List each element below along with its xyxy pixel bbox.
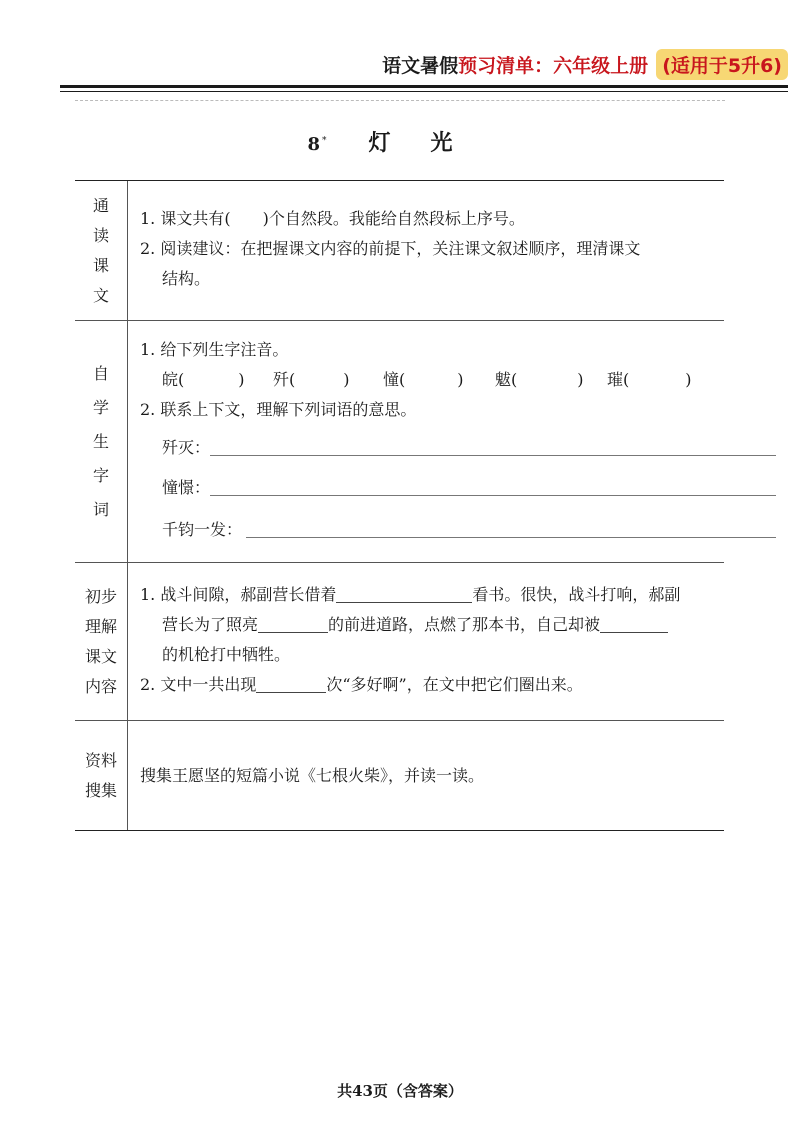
word-answer-line[interactable] xyxy=(246,537,776,538)
word-row xyxy=(140,433,724,463)
label-char: 学 xyxy=(92,397,109,417)
understand-text: 2. 文中一共出现 xyxy=(140,675,257,694)
label-text: 搜集 xyxy=(84,780,117,800)
section-vocab-label xyxy=(75,321,128,562)
label-text: 资料 xyxy=(84,750,117,770)
header-grade-badge: (适用于5升6) xyxy=(656,49,788,80)
pinyin-close: ) xyxy=(457,370,464,389)
understand-text: 看书。很快，战斗打响，郝副 xyxy=(472,585,681,604)
pinyin-blank[interactable] xyxy=(607,365,692,395)
pinyin-char: 璀( xyxy=(607,370,630,389)
pinyin-char: 皖( xyxy=(162,370,185,389)
section-understand-label xyxy=(75,563,128,720)
answer-blank[interactable] xyxy=(256,674,326,693)
label-char: 字 xyxy=(92,465,109,485)
header-rule-dashed xyxy=(75,100,725,101)
page-header xyxy=(382,46,788,82)
understand-text: 1. 战斗间隙，郝副营长借着 xyxy=(140,585,337,604)
label-char: 生 xyxy=(92,431,109,451)
research-text: 搜集王愿坚的短篇小说《七根火柴》，并读一读。 xyxy=(140,766,485,785)
pinyin-row xyxy=(140,365,724,395)
word-label: 歼灭： xyxy=(162,438,211,457)
section-read xyxy=(75,181,724,320)
understand-line-3: 的机枪打中牺牲。 xyxy=(162,645,291,664)
pinyin-blank[interactable] xyxy=(162,365,273,395)
vocab-item-2: 2. 联系上下文，理解下列词语的意思。 xyxy=(140,400,417,419)
understand-line-2 xyxy=(140,610,724,640)
vocab-item-1: 1. 给下列生字注音。 xyxy=(140,340,289,359)
pinyin-char: 魃( xyxy=(495,370,518,389)
lesson-title xyxy=(0,126,800,157)
header-subtitle: 预习清单：六年级上册 xyxy=(458,54,649,77)
understand-text: 营长为了照亮 xyxy=(162,615,259,634)
label-char: 文 xyxy=(92,285,109,305)
pinyin-char: 憧( xyxy=(383,370,406,389)
read-item-2-cont: 结构。 xyxy=(162,269,211,288)
pinyin-blank[interactable] xyxy=(273,365,383,395)
section-understand xyxy=(75,562,724,720)
section-vocab xyxy=(75,320,724,562)
pinyin-close: ) xyxy=(577,370,584,389)
lesson-star-mark: * xyxy=(322,136,327,146)
answer-blank[interactable] xyxy=(600,614,668,633)
label-text: 课文 xyxy=(84,646,117,666)
word-answer-line[interactable] xyxy=(210,455,776,456)
pinyin-blank[interactable] xyxy=(495,365,607,395)
label-char: 通 xyxy=(92,195,109,215)
page-footer: 共43页（含答案） xyxy=(337,1082,463,1100)
header-rule-thin xyxy=(60,91,788,92)
label-text: 理解 xyxy=(84,616,117,636)
section-read-content xyxy=(128,181,724,320)
label-char: 自 xyxy=(92,363,109,383)
label-char: 读 xyxy=(92,225,109,245)
label-char: 课 xyxy=(92,255,109,275)
lesson-number-text: 8 xyxy=(307,134,320,155)
section-research-content xyxy=(128,721,724,830)
understand-line-1 xyxy=(140,580,724,610)
label-char: 词 xyxy=(92,499,109,519)
worksheet-table xyxy=(75,180,724,831)
pinyin-blank[interactable] xyxy=(383,365,495,395)
section-understand-content xyxy=(128,563,724,720)
word-label: 憧憬： xyxy=(162,478,211,497)
pinyin-close: ) xyxy=(685,370,692,389)
label-text: 初步 xyxy=(84,586,117,606)
word-row xyxy=(140,515,724,545)
understand-text: 的前进道路，点燃了那本书，自己却被 xyxy=(328,615,601,634)
lesson-number xyxy=(307,134,326,155)
pinyin-char: 歼( xyxy=(273,370,296,389)
section-vocab-content xyxy=(128,321,724,562)
label-text: 内容 xyxy=(84,676,117,696)
section-research-label xyxy=(75,721,128,830)
section-research xyxy=(75,720,724,830)
read-item-2: 2. 阅读建议：在把握课文内容的前提下，关注课文叙述顺序，理清课文 xyxy=(140,239,641,258)
header-series-title: 语文暑假 xyxy=(382,54,459,77)
understand-text: 次“多好啊”，在文中把它们圈出来。 xyxy=(326,675,583,694)
read-item-1: 1. 课文共有( )个自然段。我能给自然段标上序号。 xyxy=(140,209,525,228)
answer-blank[interactable] xyxy=(258,614,328,633)
answer-blank[interactable] xyxy=(336,584,472,603)
pinyin-close: ) xyxy=(343,370,350,389)
section-read-label xyxy=(75,181,128,320)
word-row xyxy=(140,473,724,503)
understand-line-4 xyxy=(140,670,724,700)
word-label: 千钧一发： xyxy=(162,520,243,539)
word-answer-line[interactable] xyxy=(210,495,776,496)
header-rule-thick xyxy=(60,85,788,88)
lesson-title-text: 灯光 xyxy=(368,130,493,156)
pinyin-close: ) xyxy=(238,370,245,389)
